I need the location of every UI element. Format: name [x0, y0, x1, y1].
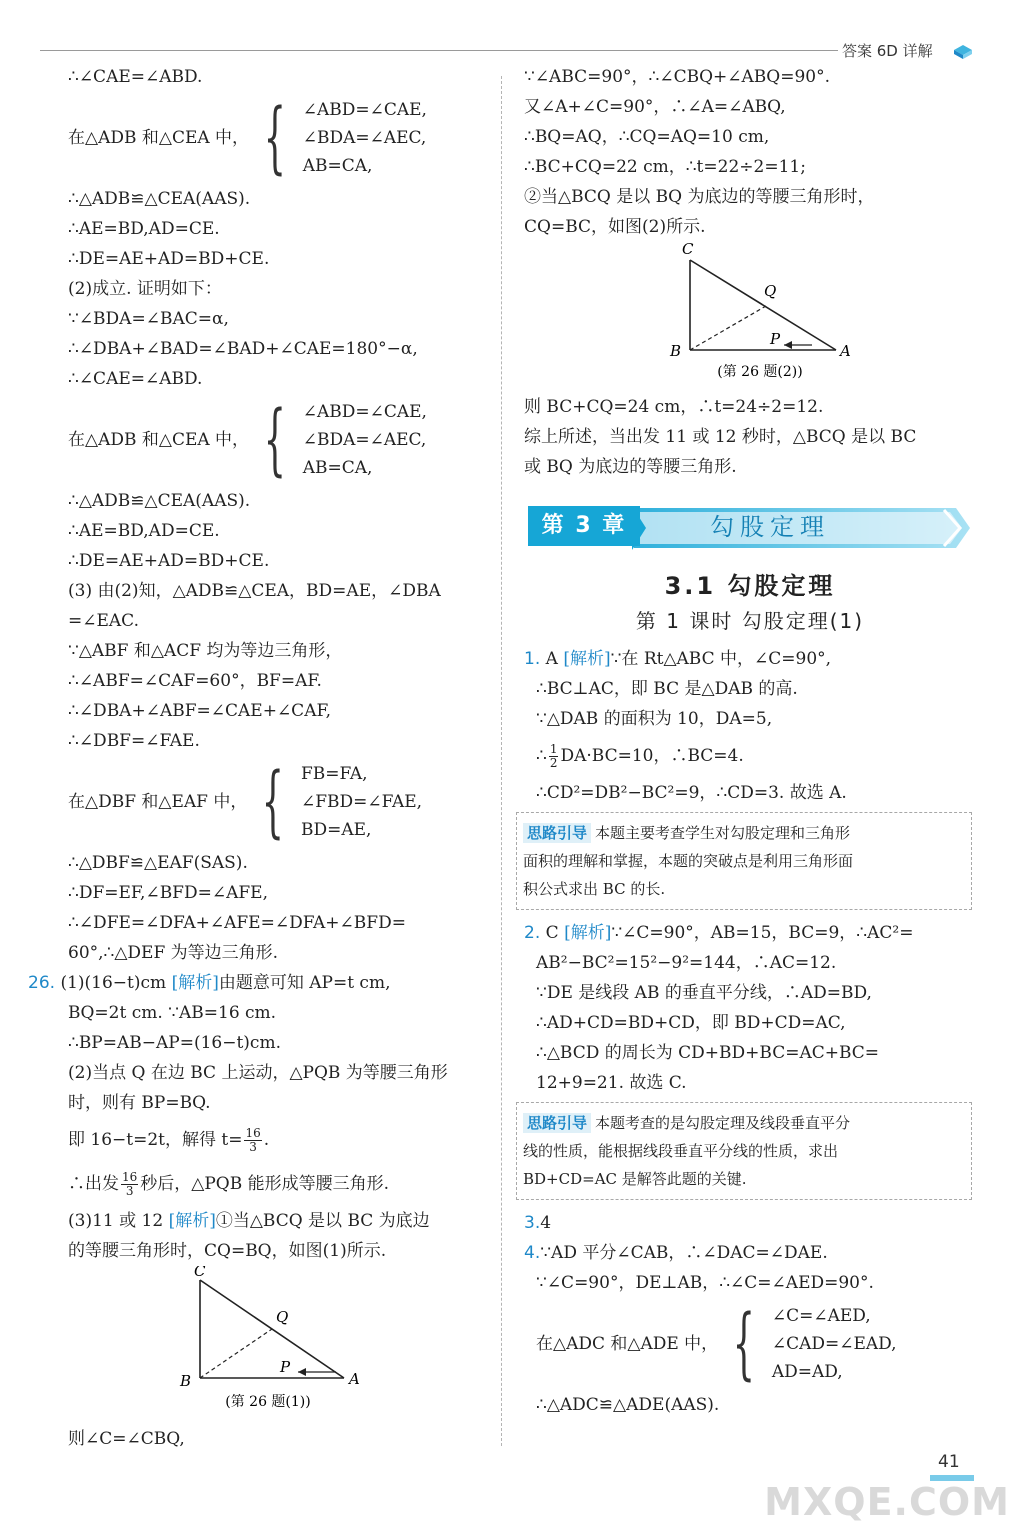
- brace-icon: {: [263, 395, 287, 485]
- system-prefix: 在△DBF 和△EAF 中，: [68, 792, 248, 812]
- lesson-title: 第 1 课时 勾股定理(1): [635, 609, 865, 633]
- text-line: [68, 1206, 493, 1236]
- text-line: ∴DE=AE+AD=BD+CE.: [68, 249, 270, 269]
- header-rule: [40, 50, 838, 51]
- text-line: ∴∠CAE=∠ABD.: [68, 369, 203, 389]
- label-a: A: [349, 1370, 360, 1388]
- text-line: ∴△ADC≌△ADE(AAS).: [536, 1395, 720, 1415]
- text-line: ∴△DBF≌△EAF(SAS).: [68, 853, 248, 873]
- tip-text: 面积的理解和掌握，本题的突破点是利用三角形面: [523, 852, 854, 870]
- text-line: 的等腰三角形时，CQ=BQ，如图(1)所示.: [68, 1241, 387, 1261]
- denominator: 3: [249, 1139, 257, 1154]
- brace-icon: {: [732, 1299, 756, 1389]
- arrow-head-icon: [298, 1368, 306, 1376]
- answer-text: C: [545, 923, 559, 943]
- page-number: 41: [938, 1452, 960, 1472]
- text-line: =∠EAC.: [68, 611, 139, 631]
- text-line: ∴△BCD 的周长为 CD+BD+BC=AC+BC=: [536, 1043, 880, 1063]
- equation-system: [68, 93, 493, 183]
- text-line: 或 BQ 为底边的等腰三角形.: [524, 457, 737, 477]
- text-line: ∴∠DBA+∠ABF=∠CAE+∠CAF,: [68, 701, 332, 721]
- text-line: ∴AE=BD,AD=CE.: [68, 521, 220, 541]
- fraction: [549, 743, 559, 770]
- text-line: ∴∠CAE=∠ABD.: [68, 67, 203, 87]
- equation-system: [68, 757, 493, 847]
- chapter-banner: [524, 502, 976, 554]
- text-line: ∴∠DFE=∠DFA+∠AFE=∠DFA+∠BFD=: [68, 913, 406, 933]
- tip-label: 思路引导: [523, 1113, 591, 1133]
- fraction-line: [68, 1118, 493, 1162]
- fraction: [244, 1127, 261, 1154]
- tip-box: [516, 1102, 972, 1200]
- text-span: 秒后，△PQB 能形成等腰三角形.: [140, 1174, 390, 1194]
- system-line: AB=CA,: [302, 156, 373, 176]
- text-line: CQ=BC，如图(2)所示.: [524, 217, 706, 237]
- text-span: ∵在 Rt△ABC 中，∠C=90°,: [610, 649, 832, 669]
- system-line: ∠ABD=∠CAE,: [302, 100, 427, 120]
- system-line: ∠CAD=∠EAD,: [771, 1334, 897, 1354]
- system-line: BD=AE,: [301, 820, 372, 840]
- text-line: ∴∠DBF=∠FAE.: [68, 731, 200, 751]
- system-prefix: 在△ADB 和△CEA 中，: [68, 128, 250, 148]
- text-line: ∴CD²=DB²−BC²=9，∴CD=3. 故选 A.: [536, 783, 847, 803]
- numerator: 1: [549, 741, 558, 756]
- fraction-line: [524, 734, 976, 778]
- question-number: 4.: [524, 1243, 541, 1263]
- denominator: 2: [549, 755, 558, 770]
- analysis-tag: [解析]: [171, 973, 219, 993]
- numerator: 16: [245, 1125, 261, 1140]
- left-column: [28, 62, 493, 1454]
- text-line: ∴∠ABF=∠CAF=60°，BF=AF.: [68, 671, 322, 691]
- text-line: ∴BC⊥AC，即 BC 是△DAB 的高.: [536, 679, 798, 699]
- figure-caption: (第 26 题(2)): [717, 364, 803, 380]
- system-line: ∠ABD=∠CAE,: [302, 402, 427, 422]
- tip-text: 积公式求出 BC 的长.: [523, 880, 666, 898]
- figure-26-1: [68, 1266, 493, 1424]
- text-line: (2)成立. 证明如下：: [68, 279, 222, 299]
- system-prefix: 在△ADC 和△ADE 中，: [536, 1334, 719, 1354]
- header-label: 答案 6D 详解: [842, 42, 933, 60]
- fraction: [121, 1171, 138, 1198]
- text-line: ∵∠BDA=∠BAC=α,: [68, 309, 229, 329]
- segment-ca: [690, 260, 836, 350]
- label-a: A: [840, 342, 851, 360]
- label-b: B: [670, 342, 682, 360]
- right-column: [524, 62, 976, 1420]
- text-line: 综上所述，当出发 11 或 12 秒时，△BCQ 是以 BC: [524, 427, 917, 447]
- system-line: ∠C=∠AED,: [771, 1306, 871, 1326]
- analysis-tag: [解析]: [564, 923, 612, 943]
- label-c: C: [194, 1266, 206, 1280]
- system-prefix: 在△ADB 和△CEA 中，: [68, 430, 250, 450]
- text-span: ∴出发: [68, 1174, 119, 1194]
- equation-system: [68, 395, 493, 485]
- text-line: ②当△BCQ 是以 BQ 为底边的等腰三角形时，: [524, 187, 875, 207]
- text-line: 12+9=21. 故选 C.: [536, 1073, 687, 1093]
- system-line: ∠BDA=∠AEC,: [302, 430, 427, 450]
- text-line: ∴△ADB≌△CEA(AAS).: [68, 491, 251, 511]
- question-number: 3.: [524, 1213, 541, 1233]
- equation-system: [524, 1299, 976, 1389]
- answer-text: A: [545, 649, 558, 669]
- tip-text: 本题主要考查学生对勾股定理和三角形: [595, 824, 851, 842]
- text-line: ∴BQ=AQ，∴CQ=AQ=10 cm,: [524, 127, 770, 147]
- question-3-line: [524, 1208, 976, 1238]
- text-line: ∵△DAB 的面积为 10，DA=5,: [536, 709, 773, 729]
- text-line: 时，则有 BP=BQ.: [68, 1093, 211, 1113]
- question-number: 2.: [524, 923, 541, 943]
- text-span: ∴: [536, 746, 547, 766]
- answer-text: (1)(16−t)cm: [60, 973, 167, 993]
- chapter-title: 勾股定理: [710, 513, 830, 541]
- label-c: C: [682, 242, 694, 258]
- text-span: ∵AD 平分∠CAB，∴∠DAC=∠DAE.: [540, 1243, 828, 1263]
- column-divider: [501, 76, 502, 1446]
- text-line: ∵∠C=90°，DE⊥AB，∴∠C=∠AED=90°.: [536, 1273, 874, 1293]
- text-line: ∴DF=EF,∠BFD=∠AFE,: [68, 883, 268, 903]
- text-line: (2)当点 Q 在边 BC 上运动，△PQB 为等腰三角形: [68, 1063, 448, 1083]
- system-line: AB=CA,: [302, 458, 373, 478]
- tip-text: 线的性质，能根据线段垂直平分线的性质，求出: [523, 1142, 839, 1160]
- text-line: ∴△ADB≌△CEA(AAS).: [68, 189, 251, 209]
- label-q: Q: [276, 1308, 289, 1326]
- system-line: ∠FBD=∠FAE,: [301, 792, 423, 812]
- watermark: MXQE.COM: [764, 1480, 1010, 1524]
- text-line: BQ=2t cm. ∵AB=16 cm.: [68, 1003, 277, 1023]
- text-line: ∵DE 是线段 AB 的垂直平分线，∴AD=BD,: [536, 983, 872, 1003]
- text-line: ∴BC+CQ=22 cm，∴t=22÷2=11;: [524, 157, 806, 177]
- analysis-tag: [解析]: [563, 649, 611, 669]
- label-p: P: [280, 1358, 291, 1376]
- answer-text: 4: [540, 1213, 552, 1233]
- figure-26-2: [524, 242, 976, 392]
- text-span: .: [263, 1130, 270, 1150]
- arrow-head-icon: [784, 341, 792, 349]
- tip-label: 思路引导: [523, 823, 591, 843]
- numerator: 16: [122, 1169, 138, 1184]
- text-line: 60°,∴△DEF 为等边三角形.: [68, 943, 279, 963]
- analysis-tag: [解析]: [168, 1211, 216, 1231]
- question-2-first-line: [524, 918, 976, 948]
- tip-box: [516, 812, 972, 910]
- question-number: 26.: [28, 973, 56, 993]
- segment-bq: [200, 1329, 272, 1378]
- system-line: ∠BDA=∠AEC,: [302, 128, 427, 148]
- system-line: AD=AD,: [771, 1362, 843, 1382]
- answer-text: (3)11 或 12: [68, 1211, 164, 1231]
- text-span: 即 16−t=2t，解得 t=: [68, 1130, 243, 1150]
- text-line: ∴AD+CD=BD+CD，即 BD+CD=AC,: [536, 1013, 846, 1033]
- segment-bq: [690, 306, 766, 350]
- label-q: Q: [764, 282, 777, 300]
- brace-icon: {: [263, 93, 287, 183]
- text-line: AB²−BC²=15²−9²=144，∴AC=12.: [536, 953, 837, 973]
- fraction-line: [68, 1162, 493, 1206]
- text-span: 由题意可知 AP=t cm,: [218, 973, 391, 993]
- brace-icon: {: [262, 757, 285, 847]
- text-line: ∴BP=AB−AP=(16−t)cm.: [68, 1033, 281, 1053]
- label-p: P: [770, 330, 781, 348]
- text-line: 则∠C=∠CBQ,: [68, 1429, 185, 1449]
- text-span: DA·BC=10，∴BC=4.: [560, 746, 744, 766]
- text-span: ①当△BCQ 是以 BC 为底边: [215, 1211, 430, 1231]
- label-b: B: [180, 1372, 192, 1390]
- section-title: 3.1 勾股定理: [664, 572, 836, 600]
- text-line: ∴AE=BD,AD=CE.: [68, 219, 220, 239]
- question-number: 1.: [524, 649, 541, 669]
- tip-text: 本题考查的是勾股定理及线段垂直平分: [595, 1114, 851, 1132]
- text-line: ∵△ABF 和△ACF 均为等边三角形，: [68, 641, 343, 661]
- book-icon: [952, 42, 974, 62]
- text-line: ∴∠DBA+∠BAD=∠BAD+∠CAE=180°−α,: [68, 339, 418, 359]
- system-line: FB=FA,: [301, 764, 368, 784]
- figure-caption: (第 26 题(1)): [225, 1394, 311, 1410]
- text-line: (3) 由(2)知，△ADB≌△CEA，BD=AE，∠DBA: [68, 581, 441, 601]
- question-4-first-line: [524, 1238, 976, 1268]
- tip-text: BD+CD=AC 是解答此题的关键.: [523, 1170, 747, 1188]
- text-line: 又∠A+∠C=90°，∴∠A=∠ABQ,: [524, 97, 786, 117]
- denominator: 3: [125, 1183, 134, 1198]
- text-line: 则 BC+CQ=24 cm，∴t=24÷2=12.: [524, 397, 824, 417]
- text-span: ∵∠C=90°，AB=15，BC=9，∴AC²=: [611, 923, 914, 943]
- text-line: ∵∠ABC=90°，∴∠CBQ+∠ABQ=90°.: [524, 67, 830, 87]
- question-1-first-line: [524, 644, 976, 674]
- chapter-label: 第 3 章: [528, 506, 640, 546]
- question-26-first-line: [28, 968, 493, 998]
- text-line: ∴DE=AE+AD=BD+CE.: [68, 551, 270, 571]
